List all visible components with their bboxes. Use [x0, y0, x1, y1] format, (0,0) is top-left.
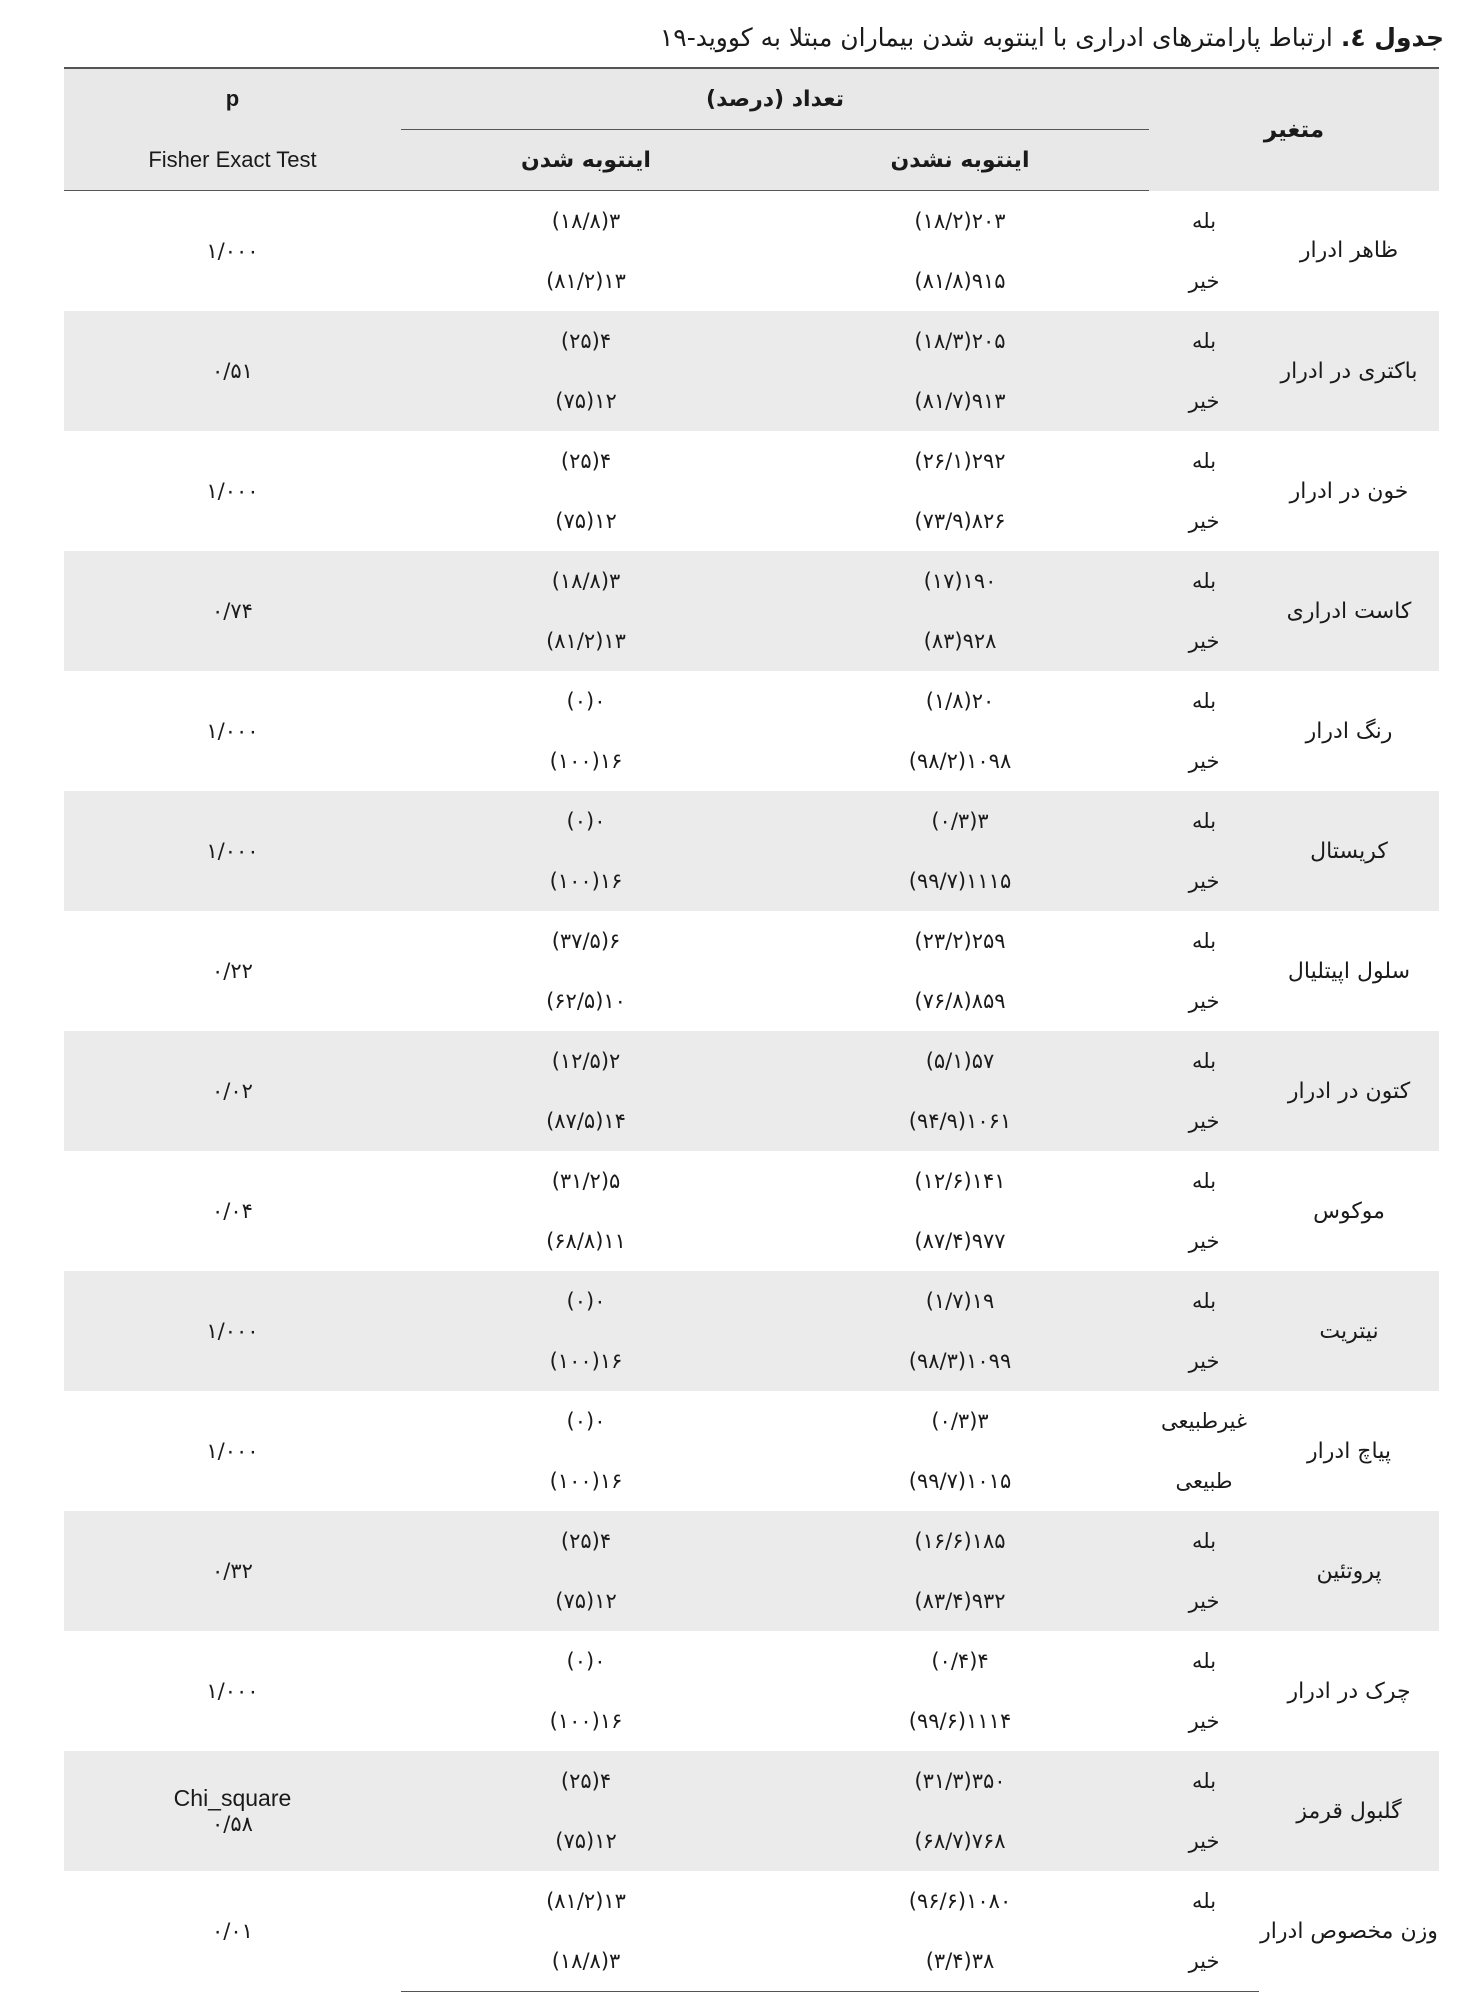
p-value-cell	[64, 1271, 401, 1391]
count-not-intubated: ۷۶۸(۶۸/۷)	[771, 1811, 1149, 1871]
caption-label: جدول ٤.	[1340, 23, 1444, 52]
header-test: Fisher Exact Test	[64, 130, 401, 191]
level-label: خیر	[1149, 1091, 1259, 1151]
table-row	[64, 1391, 1439, 1451]
p-value-cell	[64, 1391, 401, 1511]
count-intubated: ۲(۱۲/۵)	[401, 1031, 771, 1091]
count-intubated: ۱۲(۷۵)	[555, 509, 617, 533]
variable-group	[64, 1391, 1439, 1511]
count-not-intubated: ۱۴۱(۱۲/۶)	[914, 1169, 1006, 1193]
count-intubated: ۳(۱۸/۸)	[551, 209, 621, 233]
count-intubated: ۰(۰)	[401, 1271, 771, 1331]
count-intubated: ۱۶(۱۰۰)	[549, 1469, 623, 1493]
table-row	[64, 311, 1439, 371]
p-value-cell	[64, 311, 401, 431]
p-value-cell	[64, 551, 401, 671]
variable-name: ظاهر ادرار	[1299, 238, 1399, 264]
count-not-intubated: ۴(۰/۴)	[931, 1649, 989, 1673]
count-intubated: ۱۲(۷۵)	[401, 1811, 771, 1871]
p-value: ۱/۰۰۰	[206, 839, 259, 863]
count-intubated: ۱۶(۱۰۰)	[401, 1331, 771, 1391]
table-row	[64, 191, 1439, 252]
count-not-intubated: ۲۵۹(۲۳/۲)	[914, 929, 1006, 953]
count-not-intubated: ۱۹۰(۱۷)	[771, 551, 1149, 611]
count-intubated: ۵(۳۱/۲)	[551, 1169, 621, 1193]
table-row	[64, 1031, 1439, 1091]
p-value: ۱/۰۰۰	[206, 479, 259, 503]
p-value: ۰/۵۱	[212, 359, 253, 383]
level-label: بله	[1149, 1271, 1259, 1331]
variable-name: چرک در ادرار	[1287, 1678, 1411, 1704]
count-intubated: ۴(۲۵)	[560, 449, 612, 473]
count-not-intubated: ۱۱۱۵(۹۹/۷)	[771, 851, 1149, 911]
variable-name: پروتئین	[1259, 1511, 1439, 1631]
p-value: ۰/۲۲	[212, 959, 253, 983]
variable-name: کاست ادراری	[1259, 551, 1439, 671]
level-label: بله	[1149, 1031, 1259, 1091]
p-value-cell	[64, 1871, 401, 1992]
p-value: ۰/۰۲	[212, 1079, 253, 1103]
count-intubated: ۱۳(۸۱/۲)	[401, 611, 771, 671]
table-row	[64, 1751, 1439, 1811]
header-intubated: اینتوبه شدن	[401, 130, 771, 191]
level-label: بله	[1191, 449, 1217, 473]
count-intubated: ۴(۲۵)	[401, 311, 771, 371]
level-label: خیر	[1149, 1811, 1259, 1871]
count-intubated: ۰(۰)	[566, 689, 606, 713]
header-variable: متغیر	[1149, 68, 1439, 191]
variable-group	[64, 1751, 1439, 1871]
count-not-intubated: ۸۵۹(۷۶/۸)	[914, 989, 1006, 1013]
count-intubated: ۱۲(۷۵)	[401, 1571, 771, 1631]
variable-group	[64, 1511, 1439, 1631]
variable-group	[64, 1271, 1439, 1391]
count-not-intubated: ۲۰(۱/۸)	[925, 689, 995, 713]
variable-name: کریستال	[1259, 791, 1439, 911]
variable-name: کتون در ادرار	[1259, 1031, 1439, 1151]
variable-name: سلول اپیتلیال	[1287, 958, 1411, 984]
count-not-intubated: ۱۰۹۸(۹۸/۲)	[908, 749, 1012, 773]
variable-name: نیتریت	[1259, 1271, 1439, 1391]
level-label: خیر	[1188, 1229, 1220, 1253]
variable-name: باکتری در ادرار	[1259, 311, 1439, 431]
count-not-intubated: ۹۷۷(۸۷/۴)	[914, 1229, 1006, 1253]
count-not-intubated: ۹۱۵(۸۱/۸)	[914, 269, 1006, 293]
level-label: بله	[1149, 1751, 1259, 1811]
table-caption	[44, 18, 1444, 58]
table-row	[64, 671, 1439, 731]
level-label: خیر	[1149, 851, 1259, 911]
table-row	[64, 911, 1439, 971]
p-test-note: Chi_square	[173, 1785, 292, 1811]
count-not-intubated: ۲۰۳(۱۸/۲)	[914, 209, 1006, 233]
count-not-intubated: ۹۳۲(۸۳/۴)	[771, 1571, 1149, 1631]
variable-group	[64, 191, 1439, 312]
count-not-intubated: ۱۰۱۵(۹۹/۷)	[908, 1469, 1012, 1493]
count-not-intubated: ۳(۰/۳)	[931, 1409, 989, 1433]
variable-group	[64, 671, 1439, 791]
count-not-intubated: ۵۷(۵/۱)	[771, 1031, 1149, 1091]
p-value: ۰/۳۲	[212, 1559, 253, 1583]
level-label: خیر	[1149, 1331, 1259, 1391]
table-row	[64, 791, 1439, 851]
variable-name: گلبول قرمز	[1259, 1751, 1439, 1871]
p-value: ۱/۰۰۰	[206, 719, 259, 743]
count-not-intubated: ۱۹(۱/۷)	[771, 1271, 1149, 1331]
level-label: بله	[1149, 1511, 1259, 1571]
p-value: ۱/۰۰۰	[206, 1679, 259, 1703]
header-count-group: تعداد (درصد)	[401, 68, 1149, 130]
header-not-intubated: اینتوبه نشدن	[771, 130, 1149, 191]
count-intubated: ۴(۲۵)	[401, 1511, 771, 1571]
p-value-cell	[64, 191, 401, 312]
table-header	[64, 68, 1439, 191]
level-label: خیر	[1188, 749, 1220, 773]
table-row	[64, 551, 1439, 611]
p-value: ۰/۷۴	[212, 599, 253, 623]
p-value-cell	[64, 1151, 401, 1271]
p-value-cell	[64, 1631, 401, 1751]
count-intubated: ۱۳(۸۱/۲)	[546, 269, 626, 293]
level-label: خیر	[1149, 611, 1259, 671]
level-label: بله	[1191, 208, 1217, 233]
p-value: ۰/۰۱	[212, 1919, 253, 1944]
variable-group	[64, 431, 1439, 551]
count-intubated: ۰(۰)	[566, 1649, 606, 1673]
count-not-intubated: ۱۰۹۹(۹۸/۳)	[771, 1331, 1149, 1391]
level-label: بله	[1149, 791, 1259, 851]
count-not-intubated: ۱۰۸۰(۹۶/۶)	[908, 1889, 1012, 1913]
count-not-intubated: ۲۹۲(۲۶/۱)	[914, 449, 1006, 473]
table-row	[64, 1151, 1439, 1211]
count-intubated: ۱۱(۶۸/۸)	[546, 1229, 626, 1253]
level-label: بله	[1149, 551, 1259, 611]
table-row	[64, 1871, 1439, 1931]
count-not-intubated: ۳(۰/۳)	[771, 791, 1149, 851]
table-row	[64, 1271, 1439, 1331]
variable-group	[64, 1631, 1439, 1751]
level-label: طبیعی	[1175, 1469, 1233, 1493]
level-label: بله	[1191, 929, 1217, 953]
level-label: بله	[1191, 1889, 1217, 1913]
count-intubated: ۱۴(۸۷/۵)	[401, 1091, 771, 1151]
count-not-intubated: ۲۰۵(۱۸/۳)	[771, 311, 1149, 371]
level-label: غیرطبیعی	[1161, 1409, 1247, 1433]
p-value-cell	[64, 431, 401, 551]
variable-group	[64, 311, 1439, 431]
p-value: ۱/۰۰۰	[206, 1439, 259, 1463]
variable-name: خون در ادرار	[1289, 478, 1409, 504]
count-intubated: ۱۲(۷۵)	[401, 371, 771, 431]
level-label: خیر	[1149, 371, 1259, 431]
count-intubated: ۰(۰)	[401, 791, 771, 851]
count-intubated: ۳(۱۸/۸)	[401, 1931, 771, 1992]
count-not-intubated: ۳۵۰(۳۱/۳)	[771, 1751, 1149, 1811]
count-not-intubated: ۹۲۸(۸۳)	[771, 611, 1149, 671]
variable-group	[64, 1031, 1439, 1151]
level-label: خیر	[1188, 509, 1220, 533]
p-value-cell	[64, 791, 401, 911]
p-value-cell	[64, 911, 401, 1031]
table-row	[64, 431, 1439, 491]
level-label: بله	[1191, 1169, 1217, 1193]
variable-group	[64, 1151, 1439, 1271]
count-intubated: ۳(۱۸/۸)	[401, 551, 771, 611]
p-value-cell	[64, 1511, 401, 1631]
level-label: بله	[1149, 311, 1259, 371]
variable-group	[64, 1871, 1439, 1992]
count-not-intubated: ۹۱۳(۸۱/۷)	[771, 371, 1149, 431]
header-p: p	[64, 68, 401, 130]
level-label: خیر	[1188, 1709, 1220, 1733]
p-value-cell	[64, 1031, 401, 1151]
p-value: ۰/۵۸	[212, 1812, 253, 1836]
count-intubated: ۴(۲۵)	[401, 1751, 771, 1811]
variable-group	[64, 911, 1439, 1031]
count-intubated: ۶(۳۷/۵)	[551, 929, 621, 953]
caption-text: ارتباط پارامترهای ادراری با اینتوبه شدن بیماران مبتلا به کووید-۱۹	[659, 23, 1341, 52]
count-intubated: ۱۳(۸۱/۲)	[546, 1889, 626, 1913]
level-label: خیر	[1188, 989, 1220, 1013]
variable-name: پیاچ ادرار	[1307, 1438, 1391, 1464]
count-not-intubated: ۱۰۶۱(۹۴/۹)	[771, 1091, 1149, 1151]
p-value: ۰/۰۴	[212, 1199, 253, 1223]
count-not-intubated: ۱۸۵(۱۶/۶)	[771, 1511, 1149, 1571]
p-value-cell	[64, 671, 401, 791]
count-not-intubated: ۸۲۶(۷۳/۹)	[914, 509, 1006, 533]
count-intubated: ۱۶(۱۰۰)	[549, 1709, 623, 1733]
variable-group	[64, 551, 1439, 671]
variable-name: رنگ ادرار	[1305, 718, 1393, 744]
table-row	[64, 1511, 1439, 1571]
p-value: ۱/۰۰۰	[206, 1319, 259, 1343]
level-label: خیر	[1149, 1931, 1259, 1992]
urine-parameters-table	[64, 67, 1439, 1992]
count-intubated: ۰(۰)	[566, 1409, 606, 1433]
p-value: ۱/۰۰۰	[206, 239, 259, 263]
count-not-intubated: ۱۱۱۴(۹۹/۶)	[908, 1709, 1012, 1733]
count-intubated: ۱۶(۱۰۰)	[401, 851, 771, 911]
count-intubated: ۱۰(۶۲/۵)	[546, 989, 626, 1013]
count-intubated: ۱۶(۱۰۰)	[549, 749, 623, 773]
variable-name: وزن مخصوص ادرار	[1260, 1918, 1438, 1944]
level-label: خیر	[1188, 269, 1220, 293]
p-value-cell	[64, 1751, 401, 1871]
variable-name: موکوس	[1313, 1198, 1385, 1224]
level-label: خیر	[1149, 1571, 1259, 1631]
table-row	[64, 1631, 1439, 1691]
variable-group	[64, 791, 1439, 911]
level-label: بله	[1191, 1649, 1217, 1673]
count-not-intubated: ۳۸(۳/۴)	[771, 1931, 1149, 1992]
level-label: بله	[1191, 689, 1217, 713]
